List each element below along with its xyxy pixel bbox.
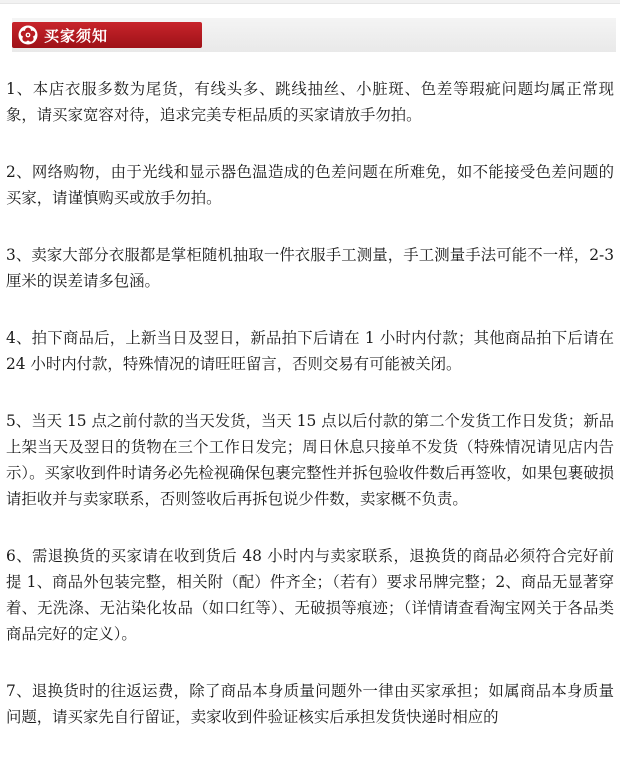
notice-item-4: 4、拍下商品后，上新当日及翌日，新品拍下后请在 1 小时内付款；其他商品拍下后请在 24 小时内付款，特殊情况的请旺旺留言，否则交易有可能被关闭。	[6, 329, 614, 373]
notice-item-7: 7、退换货时的往返运费，除了商品本身质量问题外一律由买家承担；如属商品本身质量问题，请买家先自行留证，卖家收到件验证核实后承担发货快递时相应的	[6, 682, 614, 726]
notice-item-6: 6、需退换货的买家请在收到货后 48 小时内与卖家联系，退换货的商品必须符合完好前提 1、商品外包装完整，相关附（配）件齐全；（若有）要求吊牌完整；2、商品无显著穿着、无洗涤、无沾染化妆品（如口红等）、无破损等痕迹；（详情请查看淘宝网关于各品类商品完好的定义）。	[6, 547, 614, 643]
notice-item-5: 5、当天 15 点之前付款的当天发货，当天 15 点以后付款的第二个发货工作日发货；新品上架当天及翌日的货物在三个工作日发完；周日休息只接单不发货（特殊情况请见店内告示）。买家收到件时请务必先检视确保包裹完整性并拆包验收件数后再签收，如果包裹破损请拒收并与卖家联系，否则签收后再拆包说少件数，卖家概不负责。	[6, 412, 614, 508]
page-title: 买家须知	[44, 26, 109, 45]
title-tag	[12, 22, 202, 48]
top-rule	[0, 0, 620, 4]
notice-item-1: 1、本店衣服多数为尾货，有线头多、跳线抽丝、小脏斑、色差等瑕疵问题均属正常现象，请买家宽容对待，追求完美专柜品质的买家请放手勿拍。	[6, 80, 614, 124]
notice-content	[6, 76, 614, 761]
section-header	[12, 18, 616, 52]
notice-item-3: 3、卖家大部分衣服都是掌柜随机抽取一件衣服手工测量，手工测量手法可能不一样，2-3厘米的误差请多包涵。	[6, 246, 614, 290]
flower-icon	[18, 25, 38, 45]
notice-item-2: 2、网络购物，由于光线和显示器色温造成的色差问题在所难免，如不能接受色差问题的买家，请谨慎购买或放手勿拍。	[6, 163, 614, 207]
